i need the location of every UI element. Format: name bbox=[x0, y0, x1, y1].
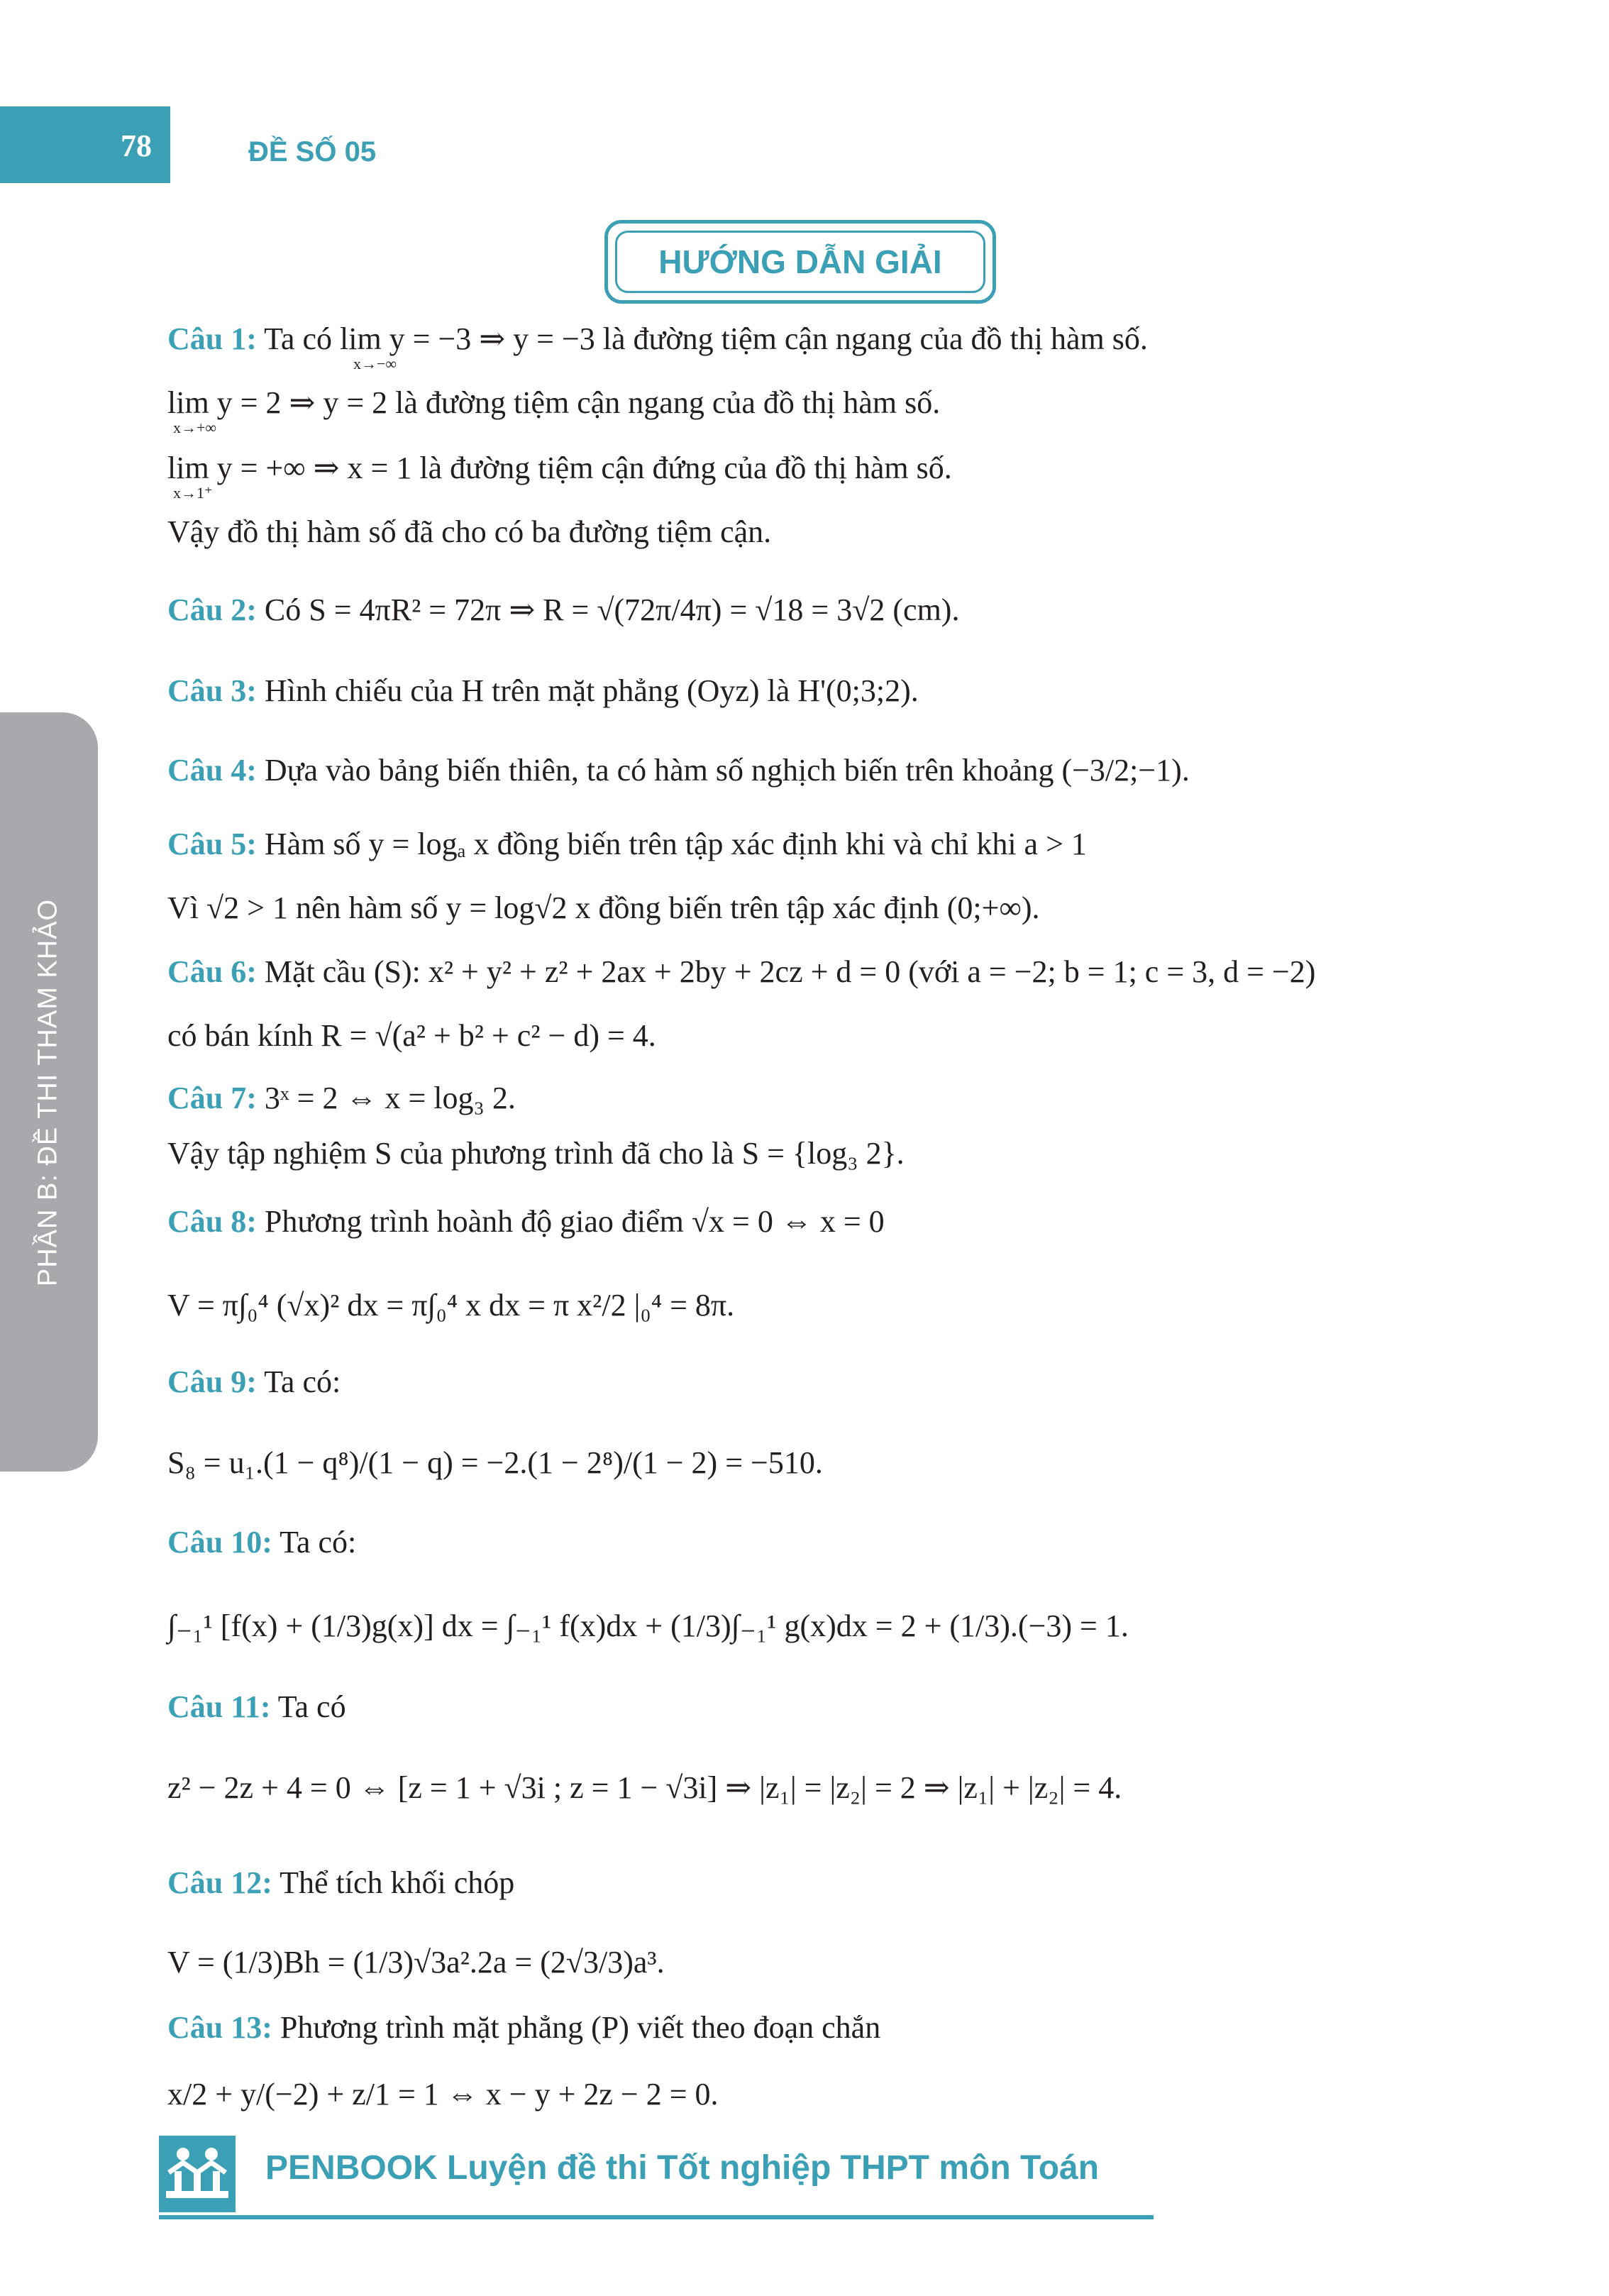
line-text: Ta có lim y = −3 ⇒ y = −3 là đường tiệm cận ngang của đồ thị hàm số. bbox=[264, 321, 1148, 356]
line-text: Có S = 4πR² = 72π ⇒ R = √(72π/4π) = √18 = 3√2 (cm). bbox=[264, 592, 960, 627]
line-1 bbox=[167, 321, 1148, 372]
line-text: lim y = 2 ⇒ y = 2 là đường tiệm cận ngang của đồ thị hàm số. bbox=[167, 385, 941, 420]
line-text: Hình chiếu của H trên mặt phẳng (Oyz) là H'(0;3;2). bbox=[264, 673, 919, 708]
side-label: PHẦN B: ĐỀ THI THAM KHẢO bbox=[33, 898, 63, 1287]
line-text: Hàm số y = logₐ x đồng biến trên tập xác định khi và chỉ khi a > 1 bbox=[264, 827, 1087, 861]
footer bbox=[159, 2136, 1154, 2221]
section-title: HƯỚNG DẪN GIẢI bbox=[615, 231, 985, 293]
question-label: Câu 13: bbox=[167, 2010, 272, 2045]
question-label: Câu 5: bbox=[167, 827, 257, 861]
line-21 bbox=[167, 1772, 1122, 1804]
line-18 bbox=[167, 1527, 356, 1558]
penbook-logo-icon bbox=[159, 2136, 236, 2212]
question-label: Câu 1: bbox=[167, 321, 257, 356]
footer-rule bbox=[159, 2215, 1154, 2219]
line-4 bbox=[167, 514, 772, 549]
footer-title: PENBOOK Luyện đề thi Tốt nghiệp THPT môn Toán bbox=[265, 2149, 1100, 2187]
line-text: có bán kính R = √(a² + b² + c² − d) = 4. bbox=[167, 1018, 656, 1053]
line-text: Vì √2 > 1 nên hàm số y = log√2 x đồng biến trên tập xác định (0;+∞). bbox=[167, 890, 1040, 925]
question-label: Câu 2: bbox=[167, 592, 257, 627]
line-20 bbox=[167, 1691, 346, 1723]
line-12 bbox=[167, 1083, 516, 1114]
line-text: Mặt cầu (S): x² + y² + z² + 2ax + 2by + 2cz + d = 0 (với a = −2; b = 1; c = 3, d = −2) bbox=[264, 954, 1316, 989]
line-text: z² − 2z + 4 = 0 ⇔ [z = 1 + √3i ; z = 1 − √3i] ⇒ |z₁| = |z₂| = 2 ⇒ |z₁| + |z₂| = 4. bbox=[167, 1770, 1122, 1805]
line-7 bbox=[167, 755, 1190, 786]
question-label: Câu 6: bbox=[167, 954, 257, 989]
question-label: Câu 4: bbox=[167, 753, 257, 788]
question-label: Câu 3: bbox=[167, 673, 257, 708]
line-text: Ta có bbox=[277, 1689, 346, 1724]
title-box bbox=[604, 220, 996, 304]
limit-subscript: x→1⁺ bbox=[173, 484, 213, 502]
exam-label: ĐỀ SỐ 05 bbox=[248, 136, 377, 167]
line-22 bbox=[167, 1867, 514, 1899]
line-11 bbox=[167, 1020, 656, 1052]
line-text: Dựa vào bảng biến thiên, ta có hàm số nghịch biến trên khoảng (−3/2;−1). bbox=[264, 753, 1190, 788]
line-text: S₈ = u₁.(1 − q⁸)/(1 − q) = −2.(1 − 2⁸)/(1 − 2) = −510. bbox=[167, 1445, 823, 1480]
line-15 bbox=[167, 1290, 734, 1321]
line-8 bbox=[167, 829, 1087, 860]
line-9 bbox=[167, 890, 1040, 925]
line-text: lim y = +∞ ⇒ x = 1 là đường tiệm cận đứng của đồ thị hàm số. bbox=[167, 451, 952, 485]
question-label: Câu 8: bbox=[167, 1204, 257, 1239]
line-2 bbox=[167, 385, 941, 436]
line-text: V = (1/3)Bh = (1/3)√3a².2a = (2√3/3)a³. bbox=[167, 1945, 665, 1980]
line-10 bbox=[167, 956, 1315, 988]
line-text: Phương trình hoành độ giao điểm √x = 0 ⇔ x = 0 bbox=[264, 1204, 885, 1239]
page-number: 78 bbox=[121, 128, 152, 163]
limit-subscript: x→+∞ bbox=[173, 419, 217, 436]
line-16 bbox=[167, 1364, 341, 1399]
line-3 bbox=[167, 451, 952, 502]
line-19 bbox=[167, 1608, 1129, 1643]
question-label: Câu 7: bbox=[167, 1081, 257, 1115]
line-text: Phương trình mặt phẳng (P) viết theo đoạn chắn bbox=[280, 2010, 881, 2045]
line-text: V = π∫₀⁴ (√x)² dx = π∫₀⁴ x dx = π x²/2 |₀⁴ = 8π. bbox=[167, 1288, 735, 1323]
line-text: 3ˣ = 2 ⇔ x = log₃ 2. bbox=[264, 1081, 516, 1115]
line-text: Vậy đồ thị hàm số đã cho có ba đường tiệm cận. bbox=[167, 514, 772, 549]
line-14 bbox=[167, 1206, 885, 1237]
line-text: Ta có: bbox=[280, 1525, 357, 1560]
question-label: Câu 9: bbox=[167, 1364, 257, 1399]
line-text: Vậy tập nghiệm S của phương trình đã cho là S = {log₃ 2}. bbox=[167, 1136, 905, 1171]
line-24 bbox=[167, 2012, 880, 2043]
line-6 bbox=[167, 675, 919, 707]
question-label: Câu 11: bbox=[167, 1689, 271, 1724]
line-5 bbox=[167, 592, 960, 627]
line-25 bbox=[167, 2079, 719, 2110]
line-23 bbox=[167, 1947, 665, 1978]
line-text: Ta có: bbox=[264, 1364, 341, 1399]
line-text: x/2 + y/(−2) + z/1 = 1 ⇔ x − y + 2z − 2 = 0. bbox=[167, 2077, 719, 2112]
line-13 bbox=[167, 1138, 905, 1169]
line-17 bbox=[167, 1447, 823, 1479]
line-text: Thể tích khối chóp bbox=[280, 1865, 515, 1900]
question-label: Câu 12: bbox=[167, 1865, 272, 1900]
line-text: ∫₋₁¹ [f(x) + (1/3)g(x)] dx = ∫₋₁¹ f(x)dx + (1/3)∫₋₁¹ g(x)dx = 2 + (1/3).(−3) = 1. bbox=[167, 1608, 1129, 1643]
limit-subscript: x→−∞ bbox=[353, 355, 397, 372]
question-label: Câu 10: bbox=[167, 1525, 272, 1560]
